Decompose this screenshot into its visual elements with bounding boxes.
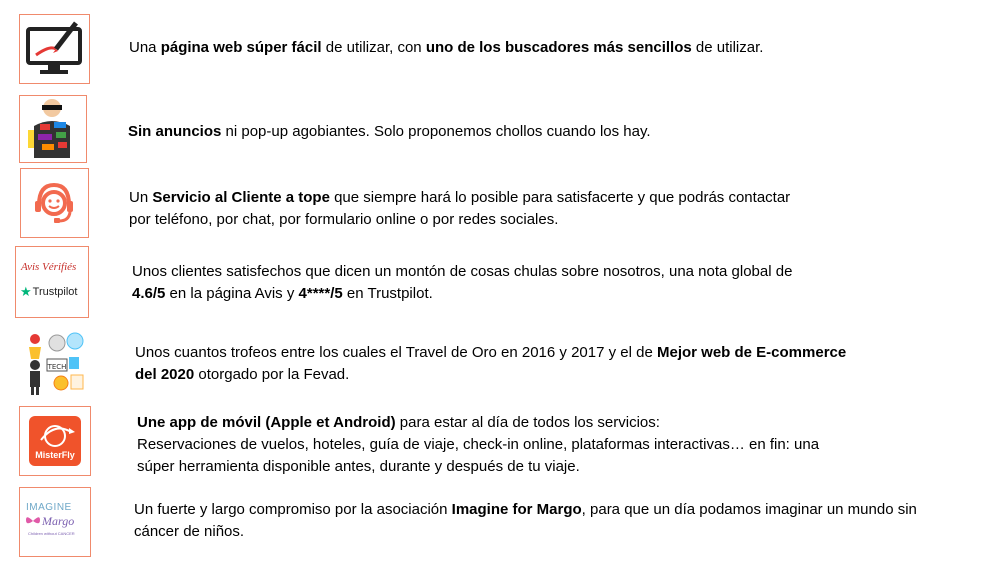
feature-icon-box-5 (20, 328, 90, 396)
feature-text-5 (135, 342, 846, 386)
feature-line (129, 209, 790, 231)
feature-line (135, 342, 846, 364)
feature-icon-box-6 (19, 406, 91, 476)
bold-text: uno de los buscadores más sencillos (425, 39, 692, 56)
misterfly-plane-globe-icon (29, 418, 81, 454)
bold-text: Servicio al Cliente a tope (152, 189, 330, 206)
trustpilot-label: Trustpilot (32, 286, 78, 298)
feature-line (132, 283, 792, 305)
feature-line (135, 364, 846, 386)
avis-verifies-logo: Avis Vérifiés (21, 261, 77, 273)
text-segment: Reservaciones de vuelos, hoteles, guía de viaje, check-in online, plataformas interactivas… en fin: una (137, 436, 820, 453)
text-segment: en la página Avis y (165, 285, 299, 302)
text-segment: que siempre hará lo posible para satisfacerte y que podrás contactar (329, 189, 791, 206)
text-segment: , para que un día podamos imaginar un mundo sin (581, 501, 917, 518)
text-segment: Unos clientes satisfechos que dicen un montón de cosas chulas sobre nosotros, una nota global de (132, 263, 793, 280)
trophies-awards-icon (21, 329, 90, 396)
feature-icon-box-4 (15, 246, 89, 318)
bold-text: Une app de móvil (Apple et Android) (137, 414, 396, 431)
feature-icon-box-1 (19, 14, 90, 84)
feature-icon-box-2 (19, 95, 87, 163)
children-without-cancer-label: Children without CANCER (28, 531, 75, 536)
text-segment: Unos cuantos trofeos entre los cuales el Travel de Oro en 2016 y 2017 y el de (135, 344, 657, 361)
trustpilot-star-icon: ★ (20, 284, 32, 299)
text-segment: por teléfono, por chat, por formulario online o por redes sociales. (129, 211, 559, 228)
text-segment: Una (129, 39, 161, 56)
feature-icon-box-3 (20, 168, 89, 238)
feature-icon-box-7 (19, 487, 91, 557)
text-segment: Un fuerte y largo compromiso por la asociación (134, 501, 452, 518)
feature-line (129, 187, 790, 209)
misterfly-label: MisterFly (35, 450, 75, 460)
bold-text: del 2020 (135, 366, 195, 383)
reviews-logos-icon (16, 247, 87, 316)
imagine-for-margo-logo-icon (20, 488, 89, 555)
feature-text-6 (137, 412, 819, 478)
text-segment: para estar al día de todos los servicios: (395, 414, 660, 431)
feature-line (134, 521, 917, 543)
feature-line (134, 499, 917, 521)
text-segment: ni pop-up agobiantes. Solo proponemos chollos cuando los hay. (221, 123, 651, 140)
customer-service-headset-icon (21, 169, 87, 236)
monitor-pen-icon (20, 15, 88, 82)
misterfly-app-icon (29, 416, 81, 466)
text-segment: cáncer de niños. (134, 523, 245, 540)
imagine-label: IMAGINE (26, 502, 72, 513)
bold-text: Mejor web de E-commerce (656, 344, 847, 361)
feature-line (132, 261, 792, 283)
feature-line (129, 37, 763, 59)
text-segment: en Trustpilot. (342, 285, 433, 302)
feature-line (128, 121, 651, 143)
feature-line (137, 434, 819, 456)
text-segment: súper herramienta disponible antes, durante y después de tu viaje. (137, 458, 580, 475)
feature-text-2 (128, 121, 651, 143)
text-segment: otorgado por la Fevad. (194, 366, 350, 383)
ad-blocked-person-icon (20, 96, 85, 161)
trustpilot-logo (20, 284, 77, 300)
bold-text: Sin anuncios (128, 123, 222, 140)
text-segment: de utilizar. (691, 39, 764, 56)
feature-text-3 (129, 187, 790, 231)
feature-line (137, 412, 819, 434)
bold-text: 4****/5 (298, 285, 343, 302)
feature-text-4 (132, 261, 792, 305)
text-segment: Un (129, 189, 153, 206)
bold-text: página web súper fácil (160, 39, 322, 56)
feature-text-1 (129, 37, 763, 59)
butterfly-icon (25, 514, 41, 528)
bold-text: Imagine for Margo (451, 501, 582, 518)
feature-text-7 (134, 499, 917, 543)
bold-text: 4.6/5 (132, 285, 166, 302)
text-segment: de utilizar, con (321, 39, 426, 56)
svg-text:TECH: TECH (47, 363, 67, 371)
feature-line (137, 456, 819, 478)
margo-label: Margo (42, 514, 75, 528)
